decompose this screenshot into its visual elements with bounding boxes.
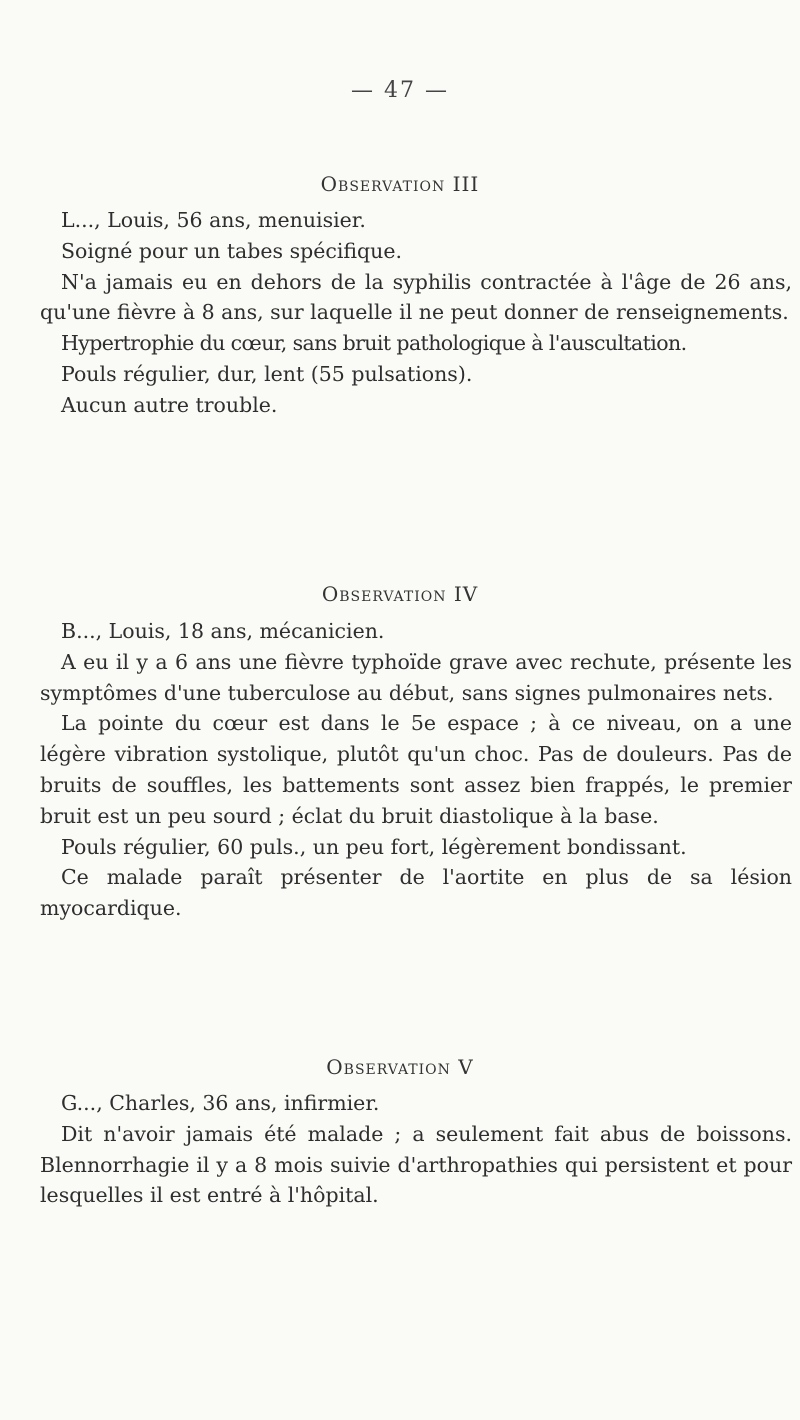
paragraph: G..., Charles, 36 ans, infirmier. <box>61 1091 380 1115</box>
paragraph: Dit n'avoir jamais été malade ; a seulement fait abus de boissons. Blennorrhagie il y a 8 mois suivie d'arthropathies qui persistent et pour lesquelles il est entré à l'hôpital. <box>40 1121 792 1208</box>
paragraph: Aucun autre trouble. <box>61 392 278 417</box>
paragraph: La pointe du cœur est dans le 5e espace ; à ce niveau, on a une légère vibration systolique, plutôt qu'un choc. Pas de douleurs. Pas de bruits de souffles, les battements sont assez bien frappés, le premier bruit est un peu sourd ; éclat du bruit diastolique à la base. <box>40 711 792 828</box>
paragraph: N'a jamais eu en dehors de la syphilis contractée à l'âge de 26 ans, qu'une fièvre à 8 ans, sur laquelle il ne peut donner de renseignements. <box>40 269 792 325</box>
observation-title: Observation III <box>320 172 480 196</box>
paragraph: Soigné pour un tabes spécifique. <box>61 238 403 263</box>
paragraph: B..., Louis, 18 ans, mécanicien. <box>61 619 385 643</box>
paragraph: Hypertrophie du cœur, sans bruit pathologique à l'auscultation. <box>61 331 687 356</box>
observation-title: Observation IV <box>321 582 479 606</box>
paragraph: Ce malade paraît présenter de l'aortite en plus de sa lésion myocardique. <box>40 865 792 921</box>
observation-body <box>40 205 792 421</box>
paragraph: L..., Louis, 56 ans, menuisier. <box>61 208 366 232</box>
observation-title: Observation V <box>326 1055 474 1079</box>
observation-body <box>40 1088 792 1211</box>
observation-body <box>40 616 792 924</box>
paragraph: Pouls régulier, 60 puls., un peu fort, légèrement bondissant. <box>61 834 687 859</box>
paragraph: A eu il y a 6 ans une fièvre typhoïde grave avec rechute, présente les symptômes d'une tuberculose au début, sans signes pulmonaires nets. <box>40 649 792 705</box>
paragraph: Pouls régulier, dur, lent (55 pulsations). <box>61 361 473 386</box>
page-number: — 47 — <box>351 78 449 103</box>
